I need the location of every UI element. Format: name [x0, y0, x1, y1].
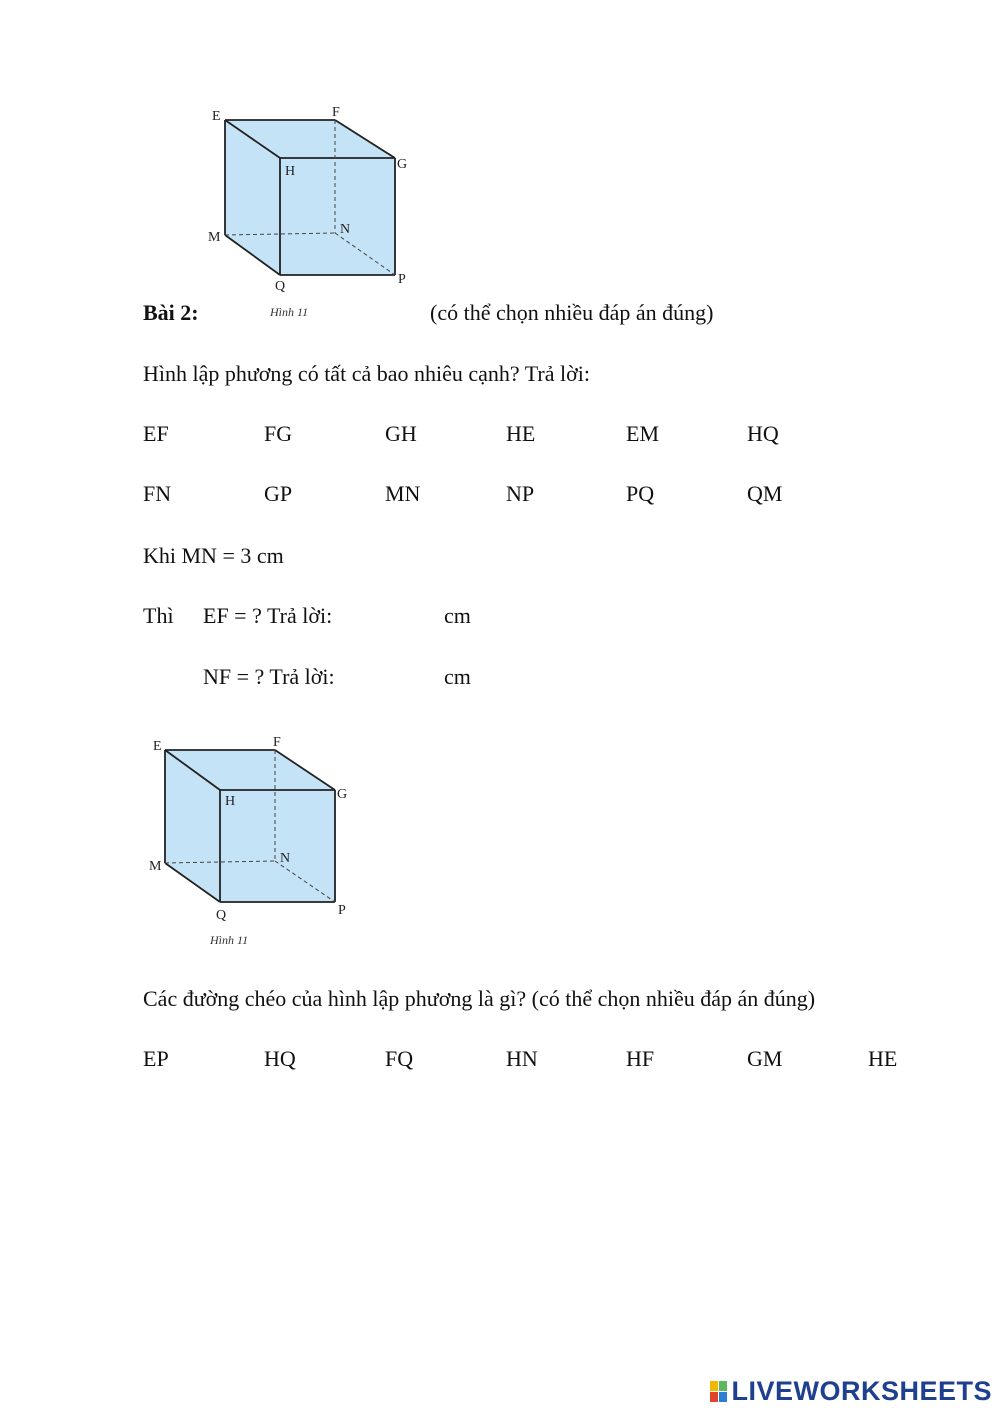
option-diagonal[interactable]: GM — [747, 1046, 783, 1071]
thi-label: Thì — [143, 603, 174, 628]
option-diagonal[interactable]: HN — [506, 1046, 538, 1071]
label-p: P — [338, 903, 346, 918]
nf-answer-input[interactable] — [352, 663, 437, 689]
logo-mark-icon — [710, 1381, 727, 1402]
label-g: G — [397, 157, 408, 172]
option-edge[interactable]: HQ — [747, 421, 779, 446]
option-edge[interactable]: EF — [143, 421, 169, 446]
option-diagonal[interactable]: EP — [143, 1046, 169, 1071]
ef-answer-input[interactable] — [352, 602, 437, 628]
label-e: E — [153, 739, 162, 754]
question-diagonals-text: Các đường chéo của hình lập phương là gì? (có thể chọn nhiều đáp án đúng) — [143, 986, 816, 1011]
option-edge[interactable]: GH — [385, 421, 417, 446]
label-m: M — [149, 859, 162, 874]
cube-top-fill — [225, 120, 395, 275]
label-q: Q — [275, 279, 286, 294]
exercise-note: (có thể chọn nhiều đáp án đúng) — [430, 300, 714, 325]
label-p: P — [398, 272, 406, 287]
label-h: H — [285, 164, 296, 179]
label-g: G — [337, 787, 348, 802]
option-edge[interactable]: MN — [385, 481, 421, 506]
exercise-title: Bài 2: — [143, 300, 199, 325]
option-edge[interactable]: QM — [747, 481, 783, 506]
figure-caption: Hình 11 — [210, 933, 249, 947]
nf-unit: cm — [444, 664, 471, 689]
ef-question: EF = ? Trả lời: — [203, 603, 333, 628]
option-edge[interactable]: GP — [264, 481, 293, 506]
label-f: F — [273, 735, 281, 750]
option-diagonal[interactable]: HQ — [264, 1046, 296, 1071]
ef-unit: cm — [444, 603, 471, 628]
option-diagonal[interactable]: HE — [868, 1046, 898, 1071]
option-edge[interactable]: FG — [264, 421, 293, 446]
label-n: N — [280, 851, 291, 866]
option-edge[interactable]: PQ — [626, 481, 655, 506]
label-f: F — [332, 105, 340, 120]
option-edge[interactable]: EM — [626, 421, 659, 446]
figure-caption: Hình 11 — [270, 305, 309, 319]
liveworksheets-logo — [710, 1376, 992, 1407]
label-n: N — [340, 222, 351, 237]
option-edge[interactable]: NP — [506, 481, 535, 506]
cube-figure-bottom — [140, 730, 380, 955]
cube-figure-top — [195, 100, 430, 330]
label-h: H — [225, 794, 236, 809]
option-diagonal[interactable]: HF — [626, 1046, 655, 1071]
label-q: Q — [216, 908, 227, 923]
given-statement: Khi MN = 3 cm — [143, 543, 284, 568]
option-edge[interactable]: FN — [143, 481, 172, 506]
label-m: M — [208, 230, 221, 245]
option-diagonal[interactable]: FQ — [385, 1046, 414, 1071]
option-edge[interactable]: HE — [506, 421, 536, 446]
question-edges-text: Hình lập phương có tất cả bao nhiêu cạnh? Trả lời: — [143, 361, 590, 386]
label-e: E — [212, 109, 221, 124]
logo-text: LIVEWORKSHEETS — [731, 1376, 992, 1406]
nf-question: NF = ? Trả lời: — [203, 664, 335, 689]
